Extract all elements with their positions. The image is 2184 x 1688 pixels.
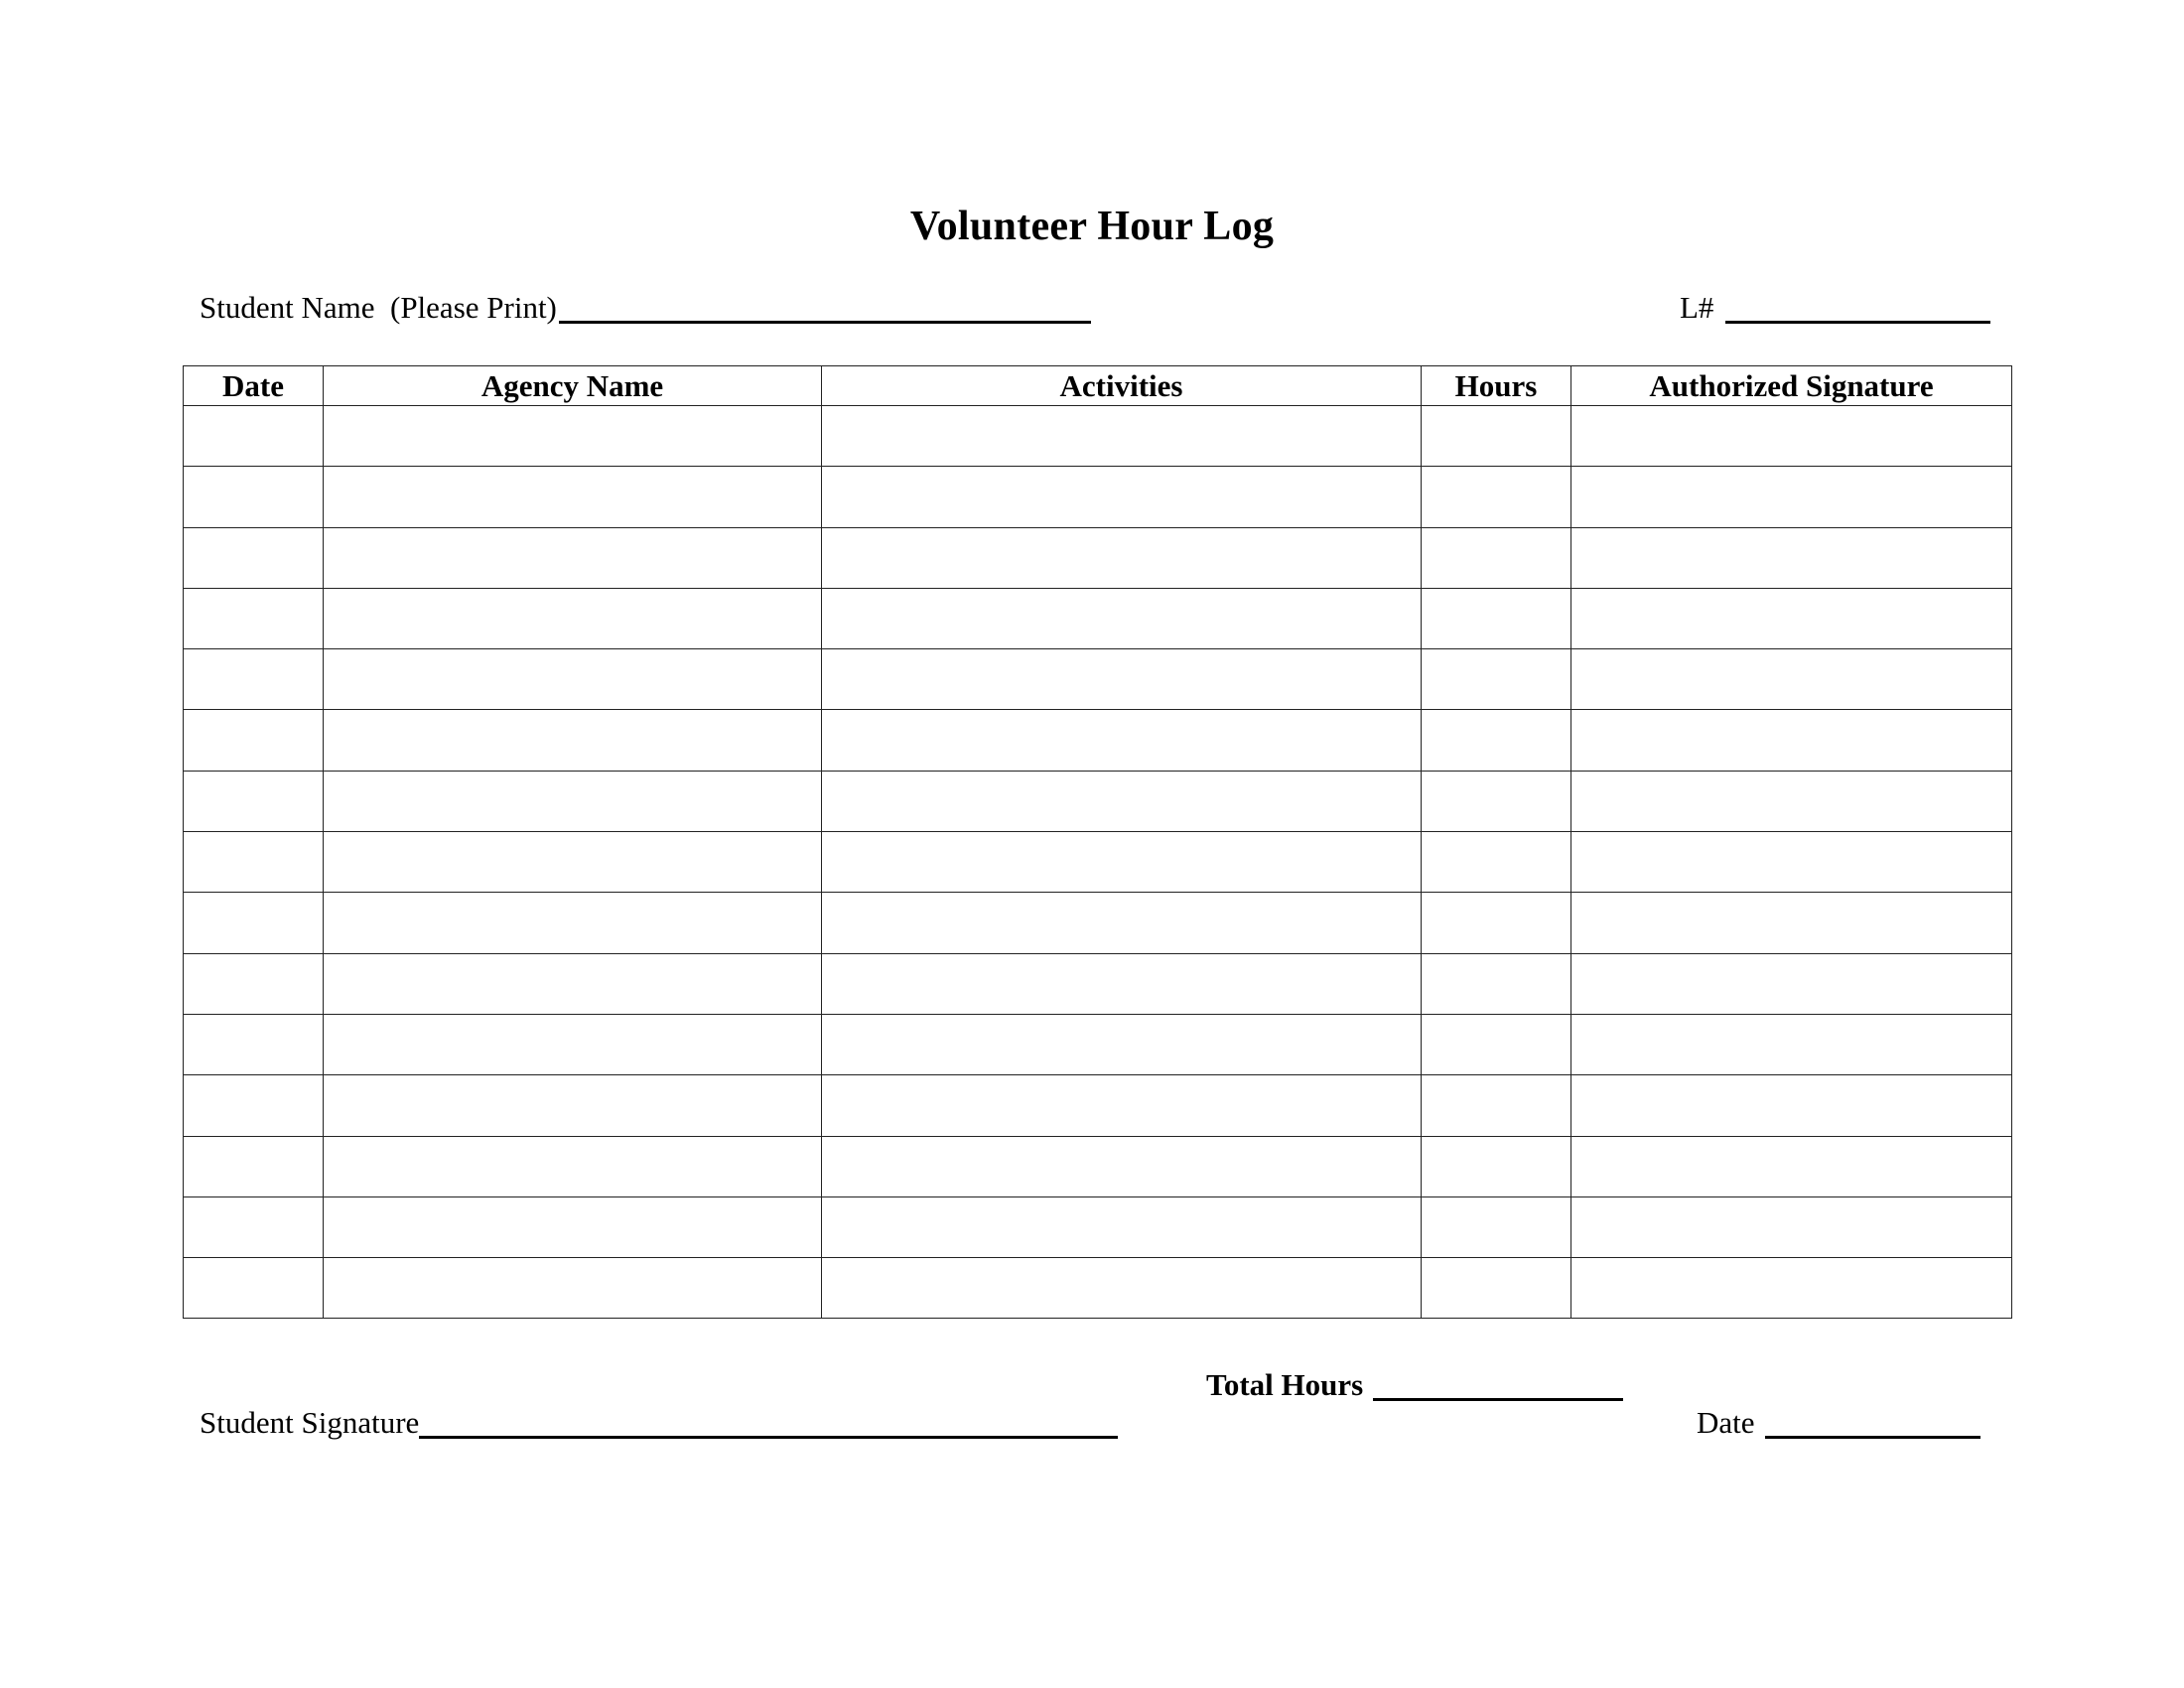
agency-name-cell[interactable] xyxy=(324,832,822,893)
authorized-signature-cell[interactable] xyxy=(1571,527,2012,588)
column-header-agency-name: Agency Name xyxy=(324,366,822,406)
table-header-row xyxy=(184,366,2012,406)
student-name-label: Student Name (Please Print) xyxy=(200,290,557,325)
page-title: Volunteer Hour Log xyxy=(909,204,1275,249)
authorized-signature-cell[interactable] xyxy=(1571,649,2012,710)
l-number-label: L# xyxy=(1680,290,1714,325)
activities-cell[interactable] xyxy=(822,1196,1422,1257)
authorized-signature-cell[interactable] xyxy=(1571,467,2012,527)
table-row xyxy=(184,1075,2012,1136)
table-row xyxy=(184,1136,2012,1196)
hours-cell[interactable] xyxy=(1422,893,1571,953)
date-cell[interactable] xyxy=(184,1014,324,1074)
table-row xyxy=(184,1258,2012,1319)
hours-cell[interactable] xyxy=(1422,1136,1571,1196)
column-header-hours: Hours xyxy=(1422,366,1571,406)
authorized-signature-cell[interactable] xyxy=(1571,1258,2012,1319)
hours-cell[interactable] xyxy=(1422,649,1571,710)
hours-cell[interactable] xyxy=(1422,1258,1571,1319)
activities-cell[interactable] xyxy=(822,893,1422,953)
table-row xyxy=(184,710,2012,771)
l-number-field xyxy=(1680,288,1990,328)
activities-cell[interactable] xyxy=(822,1136,1422,1196)
date-cell[interactable] xyxy=(184,1075,324,1136)
activities-cell[interactable] xyxy=(822,710,1422,771)
authorized-signature-cell[interactable] xyxy=(1571,710,2012,771)
signature-date-field xyxy=(1697,1403,1980,1443)
table-row xyxy=(184,527,2012,588)
hours-cell[interactable] xyxy=(1422,527,1571,588)
agency-name-cell[interactable] xyxy=(324,893,822,953)
date-cell[interactable] xyxy=(184,953,324,1014)
table-row xyxy=(184,467,2012,527)
hours-cell[interactable] xyxy=(1422,1075,1571,1136)
activities-cell[interactable] xyxy=(822,527,1422,588)
table-row xyxy=(184,1014,2012,1074)
table-row xyxy=(184,588,2012,648)
student-name-blank[interactable] xyxy=(559,291,1091,324)
authorized-signature-cell[interactable] xyxy=(1571,893,2012,953)
agency-name-cell[interactable] xyxy=(324,1075,822,1136)
hours-cell[interactable] xyxy=(1422,710,1571,771)
hours-cell[interactable] xyxy=(1422,953,1571,1014)
hours-cell[interactable] xyxy=(1422,1196,1571,1257)
activities-cell[interactable] xyxy=(822,649,1422,710)
date-cell[interactable] xyxy=(184,527,324,588)
table-row xyxy=(184,1196,2012,1257)
agency-name-cell[interactable] xyxy=(324,953,822,1014)
activities-cell[interactable] xyxy=(822,771,1422,831)
agency-name-cell[interactable] xyxy=(324,649,822,710)
column-header-activities: Activities xyxy=(822,366,1422,406)
student-signature-label: Student Signature xyxy=(200,1405,420,1440)
student-signature-blank[interactable] xyxy=(419,1406,1118,1439)
hours-cell[interactable] xyxy=(1422,588,1571,648)
date-cell[interactable] xyxy=(184,588,324,648)
hours-cell[interactable] xyxy=(1422,406,1571,467)
authorized-signature-cell[interactable] xyxy=(1571,406,2012,467)
table-body xyxy=(184,406,2012,1319)
agency-name-cell[interactable] xyxy=(324,1258,822,1319)
agency-name-cell[interactable] xyxy=(324,710,822,771)
date-cell[interactable] xyxy=(184,406,324,467)
activities-cell[interactable] xyxy=(822,406,1422,467)
table-row xyxy=(184,406,2012,467)
table-row xyxy=(184,649,2012,710)
date-cell[interactable] xyxy=(184,1136,324,1196)
column-header-authorized-signature: Authorized Signature xyxy=(1571,366,2012,406)
authorized-signature-cell[interactable] xyxy=(1571,1196,2012,1257)
hours-cell[interactable] xyxy=(1422,1014,1571,1074)
hours-cell[interactable] xyxy=(1422,467,1571,527)
total-hours-blank[interactable] xyxy=(1373,1368,1623,1401)
hours-cell[interactable] xyxy=(1422,832,1571,893)
student-signature-field xyxy=(200,1403,1118,1443)
date-cell[interactable] xyxy=(184,893,324,953)
authorized-signature-cell[interactable] xyxy=(1571,1136,2012,1196)
agency-name-cell[interactable] xyxy=(324,467,822,527)
signature-date-blank[interactable] xyxy=(1765,1406,1980,1439)
table-row xyxy=(184,893,2012,953)
agency-name-cell[interactable] xyxy=(324,771,822,831)
date-cell[interactable] xyxy=(184,771,324,831)
agency-name-cell[interactable] xyxy=(324,1014,822,1074)
l-number-blank[interactable] xyxy=(1725,291,1990,324)
activities-cell[interactable] xyxy=(822,588,1422,648)
date-cell[interactable] xyxy=(184,649,324,710)
activities-cell[interactable] xyxy=(822,1258,1422,1319)
agency-name-cell[interactable] xyxy=(324,1196,822,1257)
activities-cell[interactable] xyxy=(822,1014,1422,1074)
agency-name-cell[interactable] xyxy=(324,406,822,467)
table-row xyxy=(184,953,2012,1014)
authorized-signature-cell[interactable] xyxy=(1571,953,2012,1014)
hours-cell[interactable] xyxy=(1422,771,1571,831)
date-cell[interactable] xyxy=(184,467,324,527)
date-cell[interactable] xyxy=(184,1196,324,1257)
table-row xyxy=(184,832,2012,893)
signature-date-label: Date xyxy=(1697,1405,1755,1440)
authorized-signature-cell[interactable] xyxy=(1571,1075,2012,1136)
student-name-field xyxy=(200,288,1091,328)
volunteer-log-table xyxy=(183,365,2012,1319)
table-row xyxy=(184,771,2012,831)
date-cell[interactable] xyxy=(184,832,324,893)
date-cell[interactable] xyxy=(184,710,324,771)
activities-cell[interactable] xyxy=(822,832,1422,893)
activities-cell[interactable] xyxy=(822,953,1422,1014)
activities-cell[interactable] xyxy=(822,467,1422,527)
column-header-date: Date xyxy=(184,366,324,406)
activities-cell[interactable] xyxy=(822,1075,1422,1136)
agency-name-cell[interactable] xyxy=(324,1136,822,1196)
date-cell[interactable] xyxy=(184,1258,324,1319)
agency-name-cell[interactable] xyxy=(324,588,822,648)
authorized-signature-cell[interactable] xyxy=(1571,832,2012,893)
total-hours-label: Total Hours xyxy=(1206,1367,1364,1402)
agency-name-cell[interactable] xyxy=(324,527,822,588)
authorized-signature-cell[interactable] xyxy=(1571,1014,2012,1074)
authorized-signature-cell[interactable] xyxy=(1571,588,2012,648)
total-hours-field xyxy=(1206,1365,1623,1405)
authorized-signature-cell[interactable] xyxy=(1571,771,2012,831)
